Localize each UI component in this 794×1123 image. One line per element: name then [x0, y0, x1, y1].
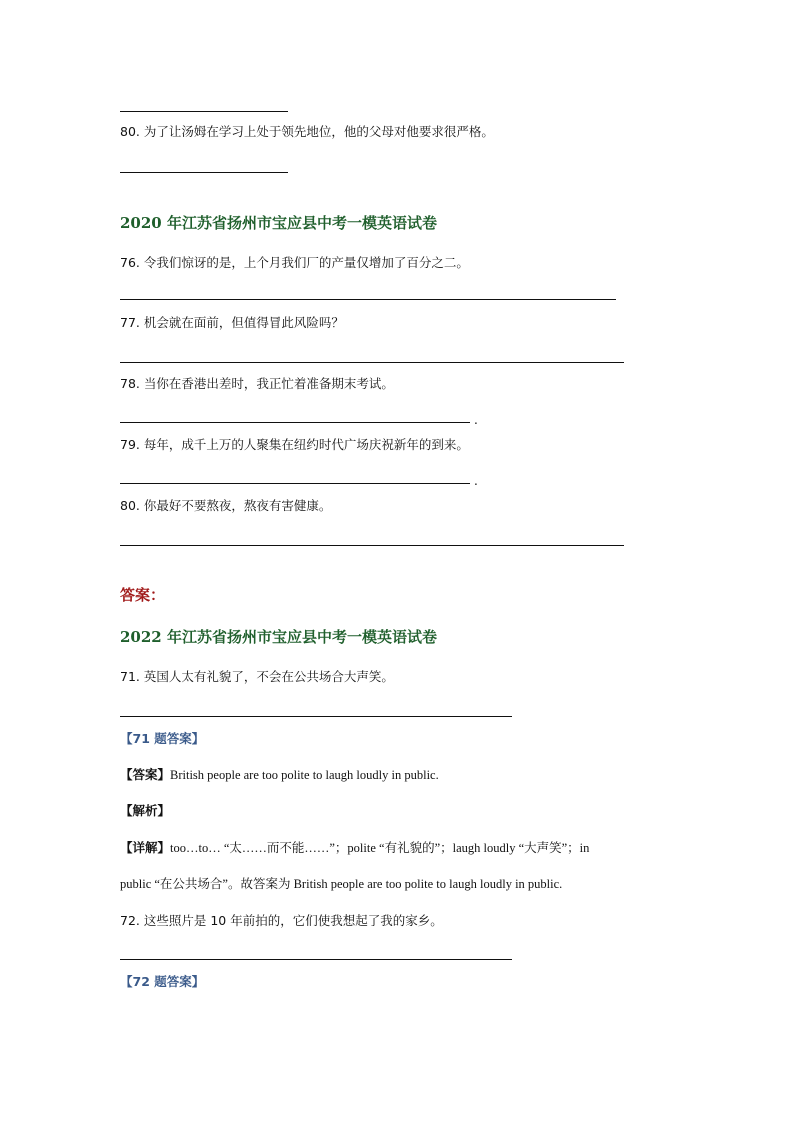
answer-line	[120, 172, 288, 173]
line-end-dot: .	[474, 474, 478, 488]
answer-line	[120, 299, 616, 300]
answer-line	[120, 362, 624, 363]
answer-text: British people are too polite to laugh loudly in public.	[170, 768, 439, 782]
q71-detail-line-2: public “在公共场合”。故答案为 British people are too polite to laugh loudly in public.	[120, 877, 563, 891]
q71-answer-header: 【71 题答案】	[120, 731, 205, 746]
section-title-2022: 2022 年江苏省扬州市宝应县中考一模英语试卷	[120, 628, 437, 646]
question-78: 78. 当你在香港出差时，我正忙着准备期末考试。	[120, 376, 394, 391]
line-end-dot: .	[474, 413, 478, 427]
question-76: 76. 令我们惊讶的是，上个月我们厂的产量仅增加了百分之二。	[120, 255, 469, 270]
analysis-tag: 【解析】	[120, 803, 171, 818]
section-title-2020: 2020 年江苏省扬州市宝应县中考一模英语试卷	[120, 214, 437, 232]
q71-detail-line-1	[120, 840, 589, 856]
answer-line	[120, 716, 512, 717]
question-71: 71. 英国人太有礼貌了，不会在公共场合大声笑。	[120, 669, 394, 684]
answer-line	[120, 483, 470, 484]
q72-answer-header: 【72 题答案】	[120, 974, 205, 989]
question-80-top: 80. 为了让汤姆在学习上处于领先地位，他的父母对他要求很严格。	[120, 124, 494, 139]
detail-tag: 【详解】	[120, 840, 171, 855]
answer-tag: 【答案】	[120, 767, 171, 782]
answers-label: 答案：	[120, 586, 166, 604]
question-80: 80. 你最好不要熬夜，熬夜有害健康。	[120, 498, 332, 513]
answer-line	[120, 111, 288, 112]
answer-line	[120, 422, 470, 423]
question-79: 79. 每年，成千上万的人聚集在纽约时代广场庆祝新年的到来。	[120, 437, 469, 452]
answer-line	[120, 545, 624, 546]
question-77: 77. 机会就在面前，但值得冒此风险吗？	[120, 315, 344, 330]
q71-answer-row	[120, 767, 439, 783]
question-72: 72. 这些照片是 10 年前拍的，它们使我想起了我的家乡。	[120, 913, 443, 928]
detail-text-1: too…to… “太……而不能……”；polite “有礼貌的”；laugh loudly “大声笑”；in	[170, 841, 590, 855]
answer-line	[120, 959, 512, 960]
